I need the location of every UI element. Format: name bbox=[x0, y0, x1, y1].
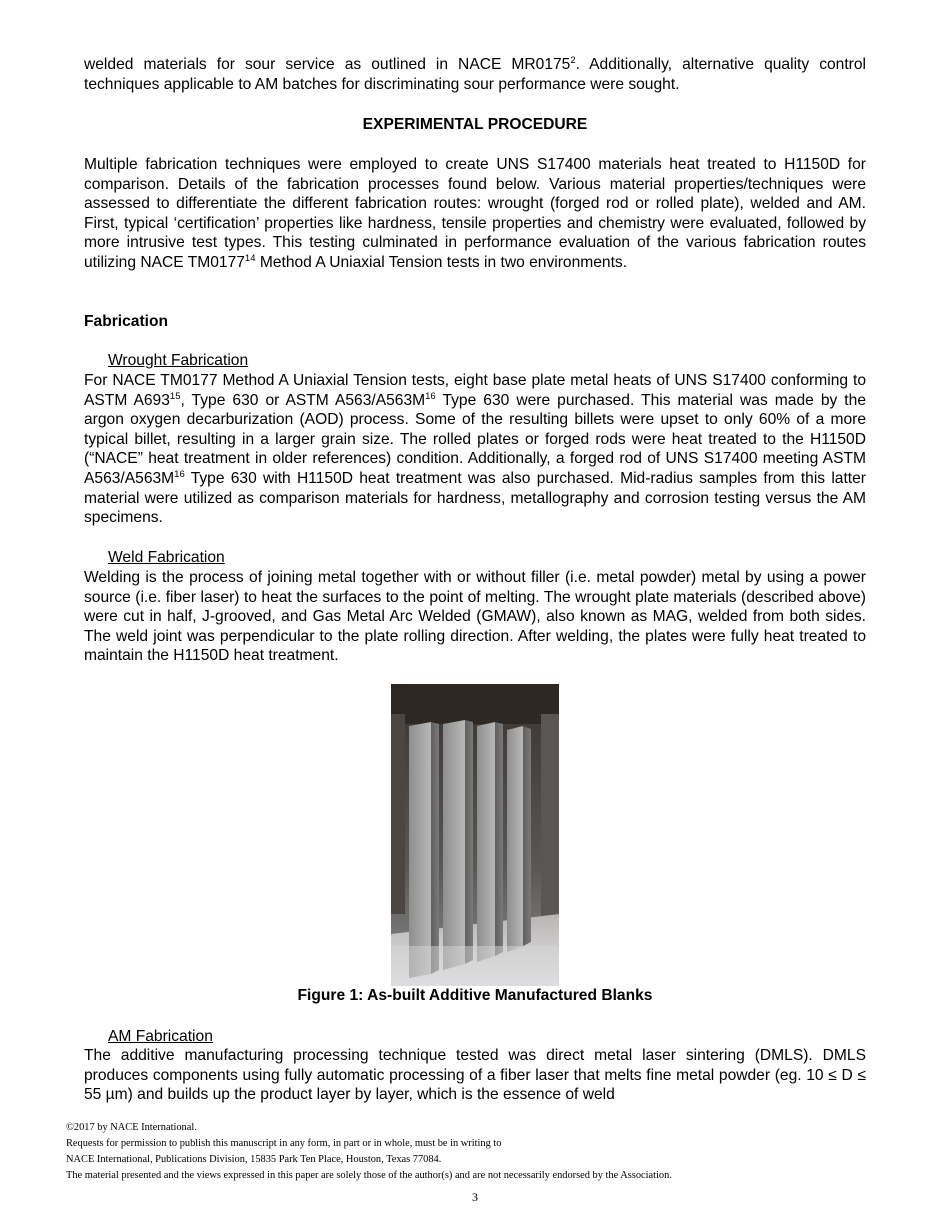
reference-superscript: 16 bbox=[425, 390, 436, 402]
wrought-text-3: Type 630 were purchased. This material was made by the argon oxygen decarburization (AOD) process. Some of the resulting billets were upset to only 60% of a more typical billet, resulting in a larger grain size. The rolled plates or forged rods were heat treated to the H1150D (“NACE” heat treatment in older references) condition. Additionally, a forged rod of UNS S17400 meeting ASTM A563/A563M bbox=[84, 391, 866, 487]
procedure-paragraph bbox=[84, 155, 866, 273]
am-paragraph: The additive manufacturing processing technique tested was direct metal laser sintering (DMLS). DMLS produces components using fully automatic processing of a fiber laser that melts fine metal powder (eg. 10 ≤ D ≤ 55 µm) and builds up the product layer by layer, which is the essence of weld bbox=[84, 1047, 866, 1104]
page-number: 3 bbox=[472, 1190, 478, 1204]
wrought-subheading: Wrought Fabrication bbox=[108, 352, 249, 369]
fabrication-heading: Fabrication bbox=[84, 313, 169, 330]
procedure-text-1: Multiple fabrication techniques were employed to create UNS S17400 materials heat treated to H1150D for comparison. Details of the fabrication processes found below. Various material properties/techniques were assessed to differentiate the different fabrication routes: wrought (forged rod or rolled plate), welded and AM. First, typical ‘certification’ properties like hardness, tensile properties and chemistry were evaluated, followed by more intrusive test types. This testing culminated in performance evaluation of the various fabrication routes utilizing NACE TM0177 bbox=[84, 156, 866, 271]
wrought-text-4: Type 630 with H1150D heat treatment was also purchased. Mid-radius samples from this latter material were utilized as comparison materials for hardness, metallography and corrosion testing versus the AM specimens. bbox=[84, 469, 866, 527]
weld-paragraph: Welding is the process of joining metal together with or without filler (i.e. metal powder) metal by using a power source (i.e. fiber laser) to heat the surfaces to the point of melting. The wrought plate materials (described above) were cut in half, J-grooved, and Gas Metal Arc Welded (GMAW), also known as MAG, welded from both sides. The weld joint was perpendicular to the plate rolling direction. After welding, the plates were fully heat treated to maintain the H1150D heat treatment. bbox=[84, 569, 866, 665]
footer-permission: Requests for permission to publish this manuscript in any form, in part or in whole, must be in writing to bbox=[66, 1138, 502, 1149]
reference-superscript: 14 bbox=[244, 252, 256, 264]
section-heading: EXPERIMENTAL PROCEDURE bbox=[362, 116, 588, 133]
reference-superscript: 16 bbox=[174, 468, 185, 480]
intro-text-2: . Additionally, alternative quality control techniques applicable to AM batches for discriminating sour performance were sought. bbox=[84, 56, 866, 93]
reference-superscript: 2 bbox=[570, 55, 576, 66]
additive-manufactured-blanks-photo bbox=[391, 684, 559, 986]
wrought-text-1: For NACE TM0177 Method A Uniaxial Tension tests, eight base plate metal heats of UNS S17400 conforming to ASTM A693 bbox=[84, 372, 866, 409]
intro-text-1: welded materials for sour service as outlined in NACE MR0175 bbox=[84, 56, 571, 73]
intro-paragraph bbox=[84, 55, 866, 94]
figure-caption: Figure 1: As-built Additive Manufactured Blanks bbox=[297, 987, 653, 1004]
footer bbox=[66, 1120, 886, 1184]
footer-disclaimer: The material presented and the views expressed in this paper are solely those of the author(s) and are not necessarily endorsed by the Association. bbox=[66, 1170, 672, 1181]
footer-copyright: ©2017 by NACE International. bbox=[66, 1122, 197, 1133]
wrought-paragraph bbox=[84, 371, 866, 528]
footer-address: NACE International, Publications Division, 15835 Park Ten Place, Houston, Texas 77084. bbox=[66, 1154, 442, 1165]
wrought-text-2: , Type 630 or ASTM A563/A563M bbox=[180, 391, 426, 409]
am-subheading: AM Fabrication bbox=[108, 1028, 213, 1045]
reference-superscript: 15 bbox=[169, 390, 181, 402]
weld-subheading: Weld Fabrication bbox=[108, 549, 225, 566]
procedure-text-2: Method A Uniaxial Tension tests in two environments. bbox=[255, 253, 628, 271]
